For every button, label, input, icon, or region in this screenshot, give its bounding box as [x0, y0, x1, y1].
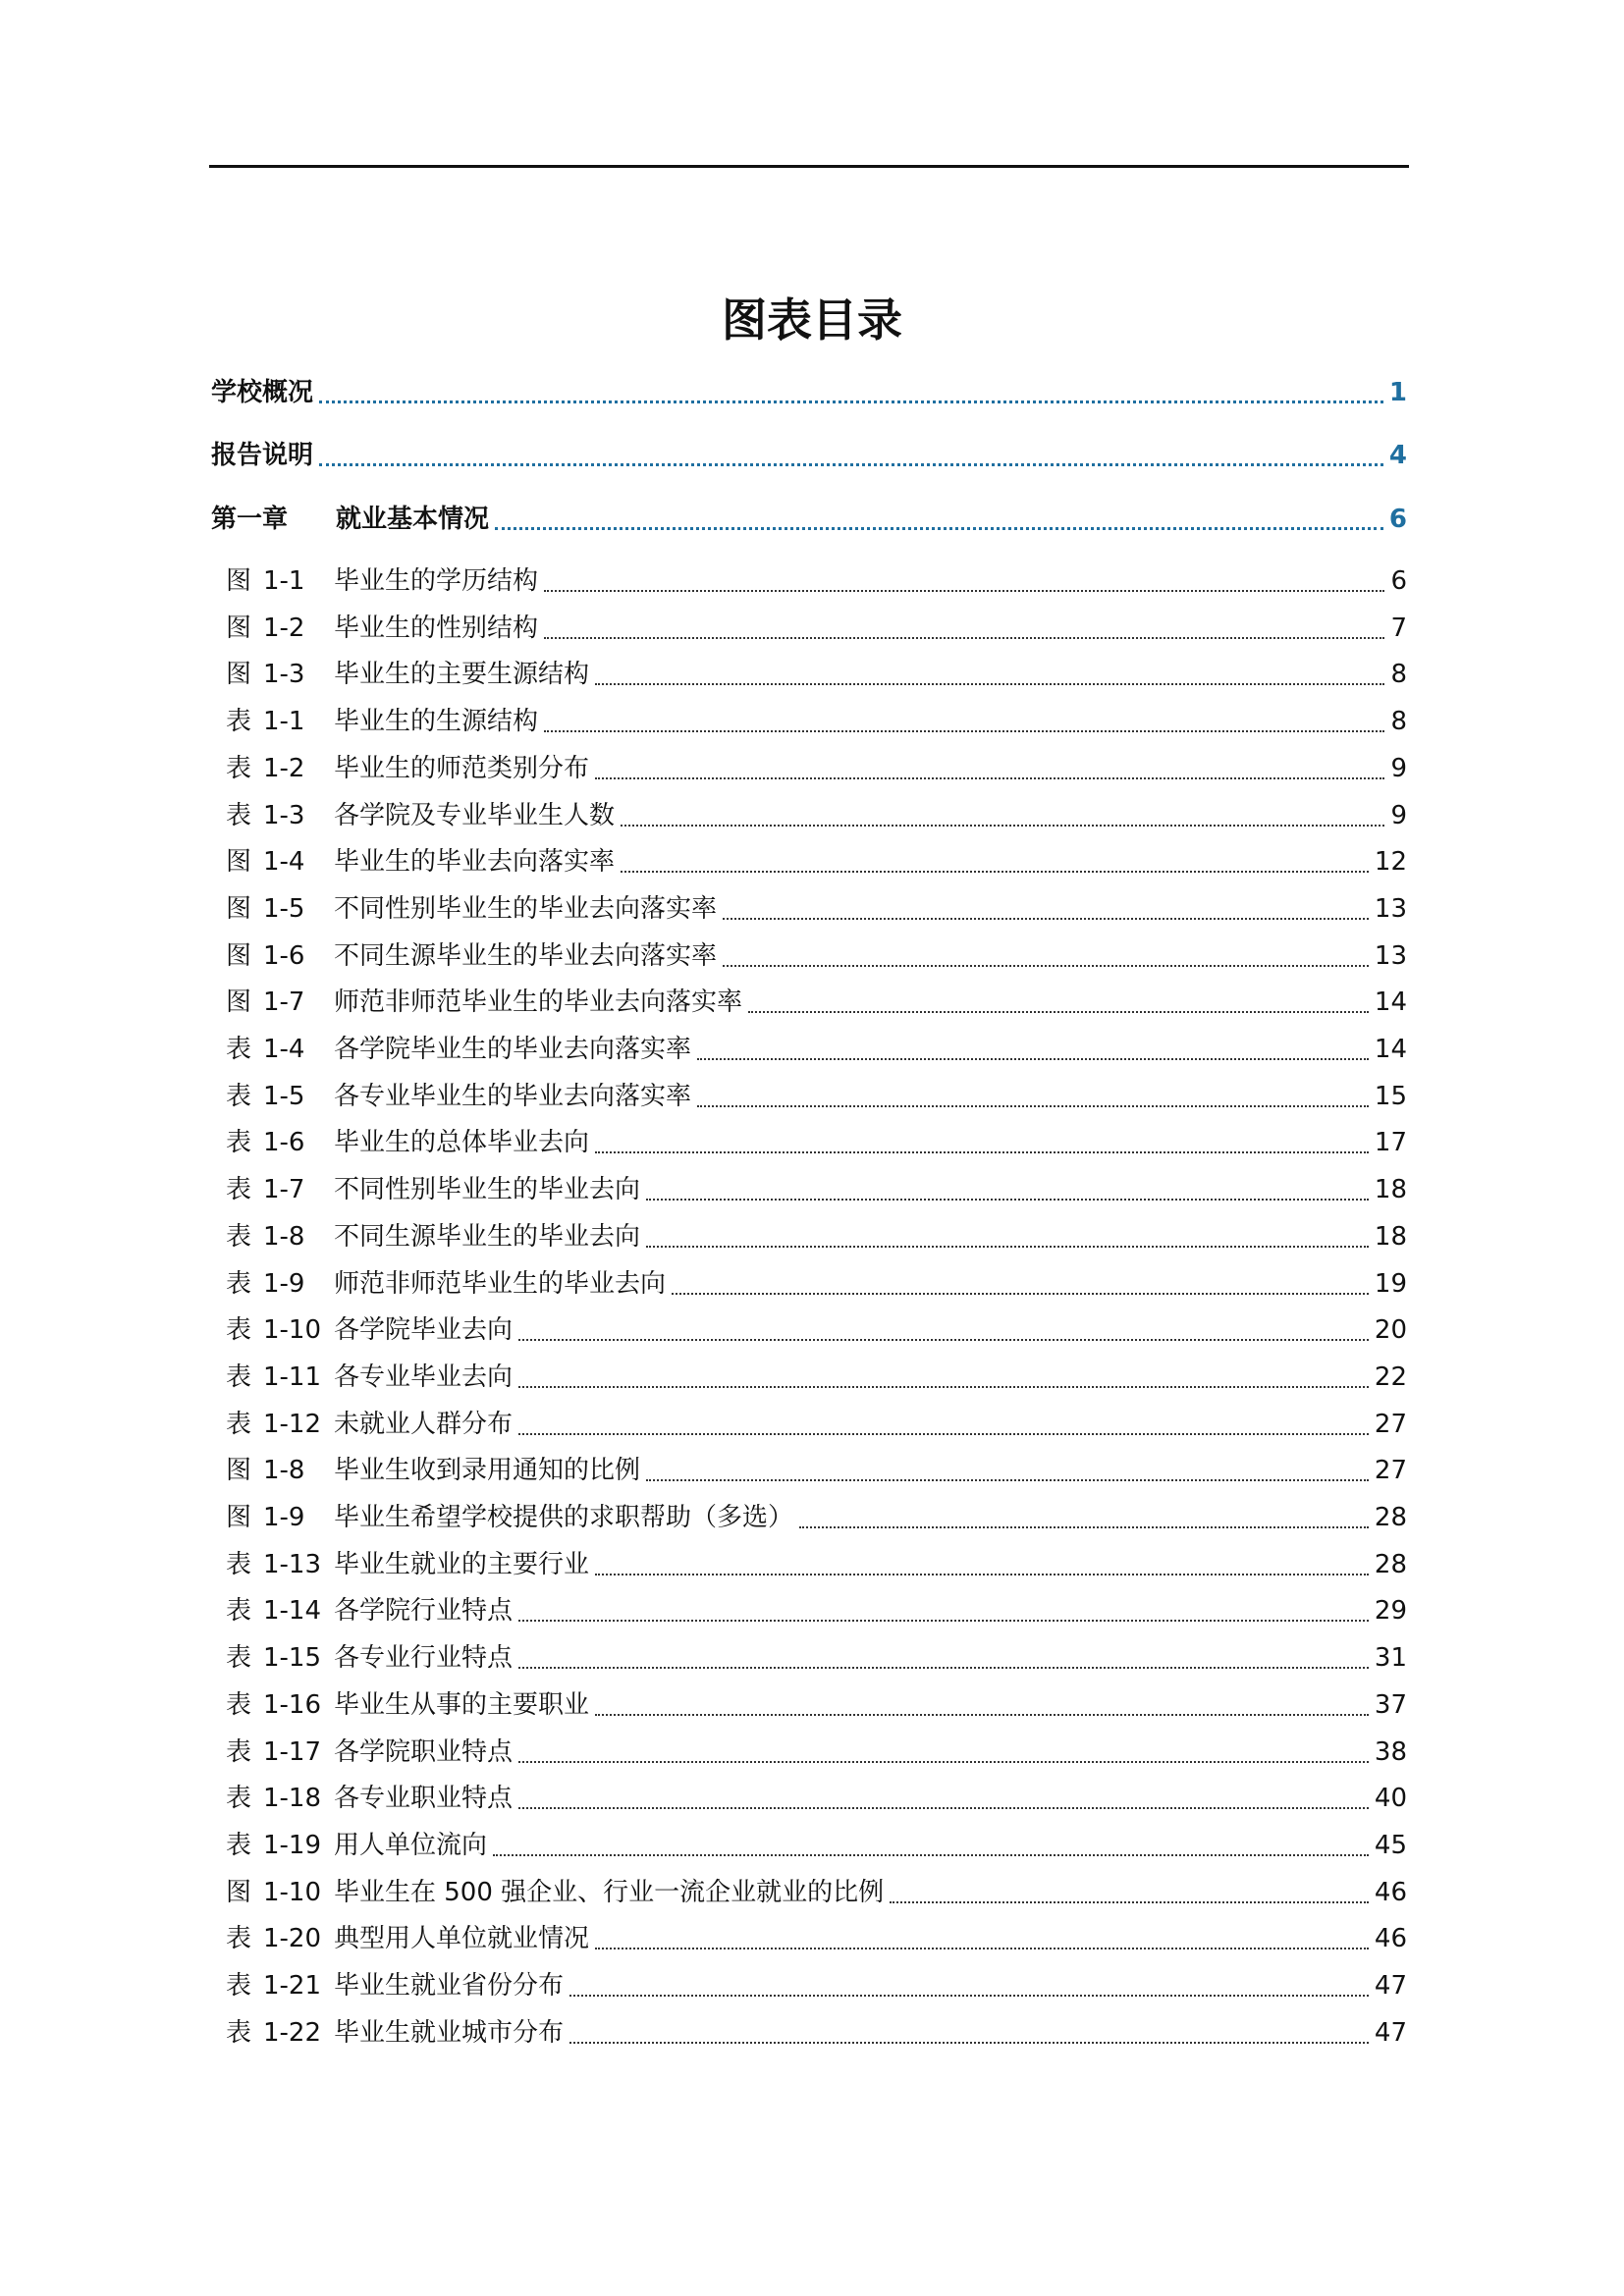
toc-item-label — [226, 1312, 513, 1348]
toc-item-title: 未就业人群分布 — [334, 1410, 514, 1439]
dot-leader — [493, 1854, 1369, 1856]
toc-item-number: 1-4 — [263, 847, 305, 877]
toc-item-number: 1-5 — [263, 1082, 305, 1111]
toc-item-kind: 图 — [226, 1456, 252, 1485]
toc-item-entry[interactable] — [226, 1032, 1407, 1067]
toc-item-kind: 表 — [226, 1222, 252, 1252]
toc-item-entry[interactable] — [226, 938, 1407, 974]
toc-page-number: 47 — [1374, 1971, 1407, 2001]
toc-chapter-label — [211, 438, 313, 473]
toc-item-label — [226, 704, 538, 739]
toc-item-number: 1-3 — [263, 660, 305, 689]
toc-item-label — [226, 1079, 691, 1114]
toc-page-number: 20 — [1374, 1315, 1407, 1345]
toc-item-title: 各学院毕业生的毕业去向落实率 — [334, 1035, 692, 1064]
toc-item-number: 1-14 — [263, 1596, 322, 1626]
toc-item-entry[interactable] — [226, 1125, 1407, 1160]
toc-item-title: 不同性别毕业生的毕业去向 — [334, 1175, 641, 1204]
toc-chapter-label — [211, 375, 313, 410]
toc-page-number: 7 — [1390, 614, 1407, 643]
toc-item-label — [226, 1407, 513, 1442]
toc-item-title: 典型用人单位就业情况 — [334, 1924, 590, 1953]
toc-page-number: 47 — [1374, 2018, 1407, 2048]
toc-item-entry[interactable] — [226, 891, 1407, 927]
toc-item-number: 1-21 — [263, 1971, 322, 2001]
toc-item-kind: 图 — [226, 847, 252, 877]
toc-item-kind: 表 — [226, 1035, 252, 1064]
toc-item-entry[interactable] — [226, 985, 1407, 1020]
toc-item-entry[interactable] — [226, 563, 1407, 599]
toc-item-kind: 图 — [226, 660, 252, 689]
toc-item-number: 1-9 — [263, 1503, 305, 1532]
toc-item-kind: 表 — [226, 1315, 252, 1345]
toc-item-entry[interactable] — [226, 1968, 1407, 2003]
toc-item-title: 各专业职业特点 — [334, 1784, 514, 1813]
toc-page-number: 19 — [1374, 1269, 1407, 1299]
toc-item-kind: 表 — [226, 1831, 252, 1860]
toc-item-number: 1-3 — [263, 801, 305, 830]
toc-item-entry[interactable] — [226, 1500, 1407, 1535]
toc-item-entry[interactable] — [226, 1781, 1407, 1816]
dot-leader — [697, 1105, 1369, 1107]
toc-item-entry[interactable] — [226, 1921, 1407, 1956]
toc-page-number: 8 — [1390, 660, 1407, 689]
toc-item-title: 毕业生的生源结构 — [334, 707, 539, 736]
toc-item-title: 毕业生的师范类别分布 — [334, 754, 590, 783]
toc-item-label — [226, 1125, 589, 1160]
toc-item-number: 1-18 — [263, 1784, 322, 1813]
toc-item-number: 1-10 — [263, 1315, 322, 1345]
dot-leader — [595, 1151, 1369, 1153]
toc-item-kind: 表 — [226, 1082, 252, 1111]
toc-page-number: 6 — [1390, 566, 1407, 596]
page-title: 图表目录 — [702, 291, 922, 349]
toc-item-kind: 表 — [226, 1690, 252, 1720]
toc-chapter-label — [211, 502, 489, 537]
toc-item-kind: 表 — [226, 1643, 252, 1673]
toc-item-title: 毕业生就业省份分布 — [334, 1971, 565, 2001]
toc-item-label — [226, 1032, 691, 1067]
toc-page-number: 18 — [1374, 1175, 1407, 1204]
dot-leader — [595, 1714, 1369, 1716]
toc-item-kind: 表 — [226, 1924, 252, 1953]
toc-page-number: 27 — [1374, 1410, 1407, 1439]
dot-leader — [518, 1807, 1369, 1809]
dot-leader — [569, 2042, 1369, 2044]
toc-item-entry[interactable] — [226, 704, 1407, 739]
toc-item-entry[interactable] — [226, 1640, 1407, 1676]
toc-item-kind: 表 — [226, 1410, 252, 1439]
toc-item-kind: 表 — [226, 1784, 252, 1813]
toc-item-label — [226, 1640, 513, 1676]
toc-page-number: 13 — [1374, 894, 1407, 924]
toc-item-title: 各学院毕业去向 — [334, 1315, 514, 1345]
dot-leader — [518, 1339, 1369, 1341]
toc-item-number: 1-8 — [263, 1222, 305, 1252]
toc-page-number: 22 — [1374, 1362, 1407, 1392]
toc-item-entry[interactable] — [226, 1266, 1407, 1302]
toc-page-number: 9 — [1390, 801, 1407, 830]
toc-page-number: 13 — [1374, 941, 1407, 971]
toc-item-number: 1-6 — [263, 1128, 305, 1157]
toc-item-kind: 图 — [226, 614, 252, 643]
toc-page-number: 31 — [1374, 1643, 1407, 1673]
toc-chapter-entry[interactable] — [211, 438, 1407, 473]
toc-item-label — [226, 611, 538, 646]
toc-page-number: 40 — [1374, 1784, 1407, 1813]
toc-item-label — [226, 1735, 513, 1770]
toc-item-title: 各学院职业特点 — [334, 1737, 514, 1767]
toc-item-kind: 表 — [226, 1362, 252, 1392]
toc-item-title: 毕业生收到录用通知的比例 — [334, 1456, 641, 1485]
toc-item-label — [226, 1547, 589, 1582]
toc-page-number: 28 — [1374, 1550, 1407, 1579]
toc-item-label — [226, 1828, 487, 1863]
toc-page-number: 14 — [1374, 1035, 1407, 1064]
toc-item-kind: 表 — [226, 1550, 252, 1579]
toc-item-kind: 表 — [226, 754, 252, 783]
toc-item-entry[interactable] — [226, 657, 1407, 692]
toc-item-entry[interactable] — [226, 1079, 1407, 1114]
toc-item-title: 各学院及专业毕业生人数 — [334, 801, 616, 830]
toc-item-entry[interactable] — [226, 1547, 1407, 1582]
toc-item-number: 1-12 — [263, 1410, 322, 1439]
toc-item-label — [226, 751, 589, 786]
toc-item-label — [226, 1921, 589, 1956]
toc-item-label — [226, 938, 717, 974]
dot-leader — [799, 1526, 1369, 1528]
toc-item-entry[interactable] — [226, 1687, 1407, 1723]
toc-item-title: 毕业生的总体毕业去向 — [334, 1128, 590, 1157]
toc-item-entry[interactable] — [226, 1875, 1407, 1910]
dot-leader — [544, 730, 1384, 732]
toc-item-title: 毕业生就业城市分布 — [334, 2018, 565, 2048]
toc-item-label — [226, 1781, 513, 1816]
toc-item-label — [226, 844, 615, 880]
toc-page-number: 45 — [1374, 1831, 1407, 1860]
toc-item-kind: 表 — [226, 2018, 252, 2048]
toc-item-label — [226, 1500, 793, 1535]
dot-leader — [595, 777, 1384, 779]
dot-leader — [672, 1293, 1369, 1295]
toc-item-entry[interactable] — [226, 1828, 1407, 1863]
toc-item-number: 1-2 — [263, 754, 305, 783]
toc-chapter-number: 第一章 — [211, 505, 289, 534]
toc-page-number: 46 — [1374, 1924, 1407, 1953]
toc-item-label — [226, 1360, 513, 1395]
dot-leader — [646, 1199, 1369, 1201]
toc-page-number: 46 — [1374, 1878, 1407, 1907]
dot-leader — [518, 1761, 1369, 1763]
toc-item-kind: 图 — [226, 1503, 252, 1532]
toc-item-title: 毕业生的主要生源结构 — [334, 660, 590, 689]
toc-item-title: 各学院行业特点 — [334, 1596, 514, 1626]
toc-page-number: 28 — [1374, 1503, 1407, 1532]
toc-item-kind: 表 — [226, 1971, 252, 2001]
toc-item-number: 1-11 — [263, 1362, 322, 1392]
toc-item-title: 毕业生的性别结构 — [334, 614, 539, 643]
dot-leader — [518, 1386, 1369, 1388]
toc-item-title: 各专业行业特点 — [334, 1643, 514, 1673]
toc-item-entry[interactable] — [226, 1172, 1407, 1207]
dot-leader — [595, 1948, 1369, 1949]
toc-item-label — [226, 1968, 564, 2003]
toc-item-title: 毕业生的毕业去向落实率 — [334, 847, 616, 877]
dot-leader — [495, 527, 1383, 530]
toc-item-label — [226, 657, 589, 692]
dot-leader — [518, 1667, 1369, 1669]
toc-page-number: 9 — [1390, 754, 1407, 783]
dot-leader — [723, 965, 1369, 967]
toc-item-entry[interactable] — [226, 1312, 1407, 1348]
toc-item-number: 1-1 — [263, 566, 305, 596]
toc-chapter-title: 就业基本情况 — [336, 505, 490, 534]
dot-leader — [569, 1995, 1369, 1997]
toc-item-number: 1-13 — [263, 1550, 322, 1579]
toc-item-kind: 图 — [226, 566, 252, 596]
toc-item-number: 1-10 — [263, 1878, 322, 1907]
toc-item-kind: 图 — [226, 894, 252, 924]
toc-item-kind: 表 — [226, 1128, 252, 1157]
toc-page-number: 18 — [1374, 1222, 1407, 1252]
toc-item-entry[interactable] — [226, 1407, 1407, 1442]
toc-item-title: 毕业生在 500 强企业、行业一流企业就业的比例 — [334, 1878, 885, 1907]
toc-page-number: 8 — [1390, 707, 1407, 736]
toc-item-entry[interactable] — [226, 1453, 1407, 1488]
dot-leader — [544, 637, 1384, 639]
toc-item-label — [226, 1593, 513, 1629]
toc-item-entry[interactable] — [226, 1219, 1407, 1255]
toc-page-number: 17 — [1374, 1128, 1407, 1157]
toc-page-number: 15 — [1374, 1082, 1407, 1111]
toc-item-entry[interactable] — [226, 751, 1407, 786]
toc-item-title: 各专业毕业去向 — [334, 1362, 514, 1392]
toc-item-label — [226, 985, 742, 1020]
toc-item-title: 毕业生从事的主要职业 — [334, 1690, 590, 1720]
toc-page-number: 1 — [1388, 378, 1407, 407]
toc-item-number: 1-16 — [263, 1690, 322, 1720]
toc-page-number: 37 — [1374, 1690, 1407, 1720]
toc-item-entry[interactable] — [226, 1735, 1407, 1770]
toc-page-number: 38 — [1374, 1737, 1407, 1767]
toc-chapter-entry[interactable] — [211, 502, 1407, 537]
toc-item-entry[interactable] — [226, 844, 1407, 880]
toc-item-label — [226, 2015, 564, 2051]
dot-leader — [697, 1058, 1369, 1060]
toc-item-title: 不同生源毕业生的毕业去向落实率 — [334, 941, 718, 971]
toc-item-number: 1-1 — [263, 707, 305, 736]
dot-leader — [595, 683, 1384, 685]
toc-item-label — [226, 798, 615, 833]
toc-item-kind: 表 — [226, 801, 252, 830]
toc-page-number: 29 — [1374, 1596, 1407, 1626]
toc-item-label — [226, 1172, 640, 1207]
dot-leader — [621, 825, 1384, 827]
toc-item-kind: 表 — [226, 1175, 252, 1204]
toc-item-label — [226, 563, 538, 599]
toc-item-entry[interactable] — [226, 2015, 1407, 2051]
toc-item-kind: 表 — [226, 1269, 252, 1299]
toc-page-number: 27 — [1374, 1456, 1407, 1485]
toc-item-number: 1-8 — [263, 1456, 305, 1485]
toc-item-label — [226, 1687, 589, 1723]
dot-leader — [518, 1433, 1369, 1435]
dot-leader — [748, 1011, 1369, 1013]
toc-item-title: 毕业生的学历结构 — [334, 566, 539, 596]
toc-item-kind: 表 — [226, 1596, 252, 1626]
toc-item-title: 用人单位流向 — [334, 1831, 488, 1860]
dot-leader — [595, 1574, 1369, 1575]
dot-leader — [646, 1479, 1369, 1481]
toc-item-label — [226, 891, 717, 927]
toc-page-number: 4 — [1388, 441, 1407, 470]
toc-item-title: 毕业生希望学校提供的求职帮助（多选） — [334, 1503, 794, 1532]
dot-leader — [723, 918, 1369, 920]
toc-item-title: 师范非师范毕业生的毕业去向 — [334, 1269, 667, 1299]
toc-item-label — [226, 1219, 640, 1255]
toc-chapter-entry[interactable] — [211, 375, 1407, 410]
toc-item-entry[interactable] — [226, 1360, 1407, 1395]
toc-item-title: 师范非师范毕业生的毕业去向落实率 — [334, 988, 743, 1017]
toc-item-kind: 图 — [226, 988, 252, 1017]
dot-leader — [890, 1901, 1369, 1903]
toc-item-title: 毕业生就业的主要行业 — [334, 1550, 590, 1579]
toc-item-kind: 表 — [226, 1737, 252, 1767]
toc-item-number: 1-2 — [263, 614, 305, 643]
toc-page-number: 14 — [1374, 988, 1407, 1017]
toc-item-number: 1-7 — [263, 988, 305, 1017]
dot-leader — [319, 400, 1383, 403]
toc-item-title: 不同生源毕业生的毕业去向 — [334, 1222, 641, 1252]
toc-page-number: 6 — [1388, 505, 1407, 534]
toc-item-number: 1-5 — [263, 894, 305, 924]
toc-item-number: 1-6 — [263, 941, 305, 971]
toc-item-label — [226, 1453, 640, 1488]
toc-item-kind: 图 — [226, 1878, 252, 1907]
toc-item-kind: 表 — [226, 707, 252, 736]
toc-item-entry[interactable] — [226, 611, 1407, 646]
dot-leader — [544, 590, 1384, 592]
toc-page-number: 12 — [1374, 847, 1407, 877]
toc-item-number: 1-20 — [263, 1924, 322, 1953]
toc-item-title: 各专业毕业生的毕业去向落实率 — [334, 1082, 692, 1111]
dot-leader — [518, 1620, 1369, 1622]
toc-item-kind: 图 — [226, 941, 252, 971]
toc-item-title: 不同性别毕业生的毕业去向落实率 — [334, 894, 718, 924]
toc-chapter-title: 学校概况 — [211, 378, 314, 407]
toc-item-label — [226, 1875, 884, 1910]
toc-item-entry[interactable] — [226, 1593, 1407, 1629]
toc-item-number: 1-9 — [263, 1269, 305, 1299]
dot-leader — [319, 463, 1383, 466]
toc-item-number: 1-15 — [263, 1643, 322, 1673]
dot-leader — [646, 1246, 1369, 1248]
toc-item-number: 1-17 — [263, 1737, 322, 1767]
toc-item-number: 1-19 — [263, 1831, 322, 1860]
dot-leader — [621, 871, 1369, 873]
toc-item-number: 1-4 — [263, 1035, 305, 1064]
toc-chapter-title: 报告说明 — [211, 441, 314, 470]
toc-item-entry[interactable] — [226, 798, 1407, 833]
toc-item-number: 1-7 — [263, 1175, 305, 1204]
toc-item-number: 1-22 — [263, 2018, 322, 2048]
toc-item-label — [226, 1266, 666, 1302]
